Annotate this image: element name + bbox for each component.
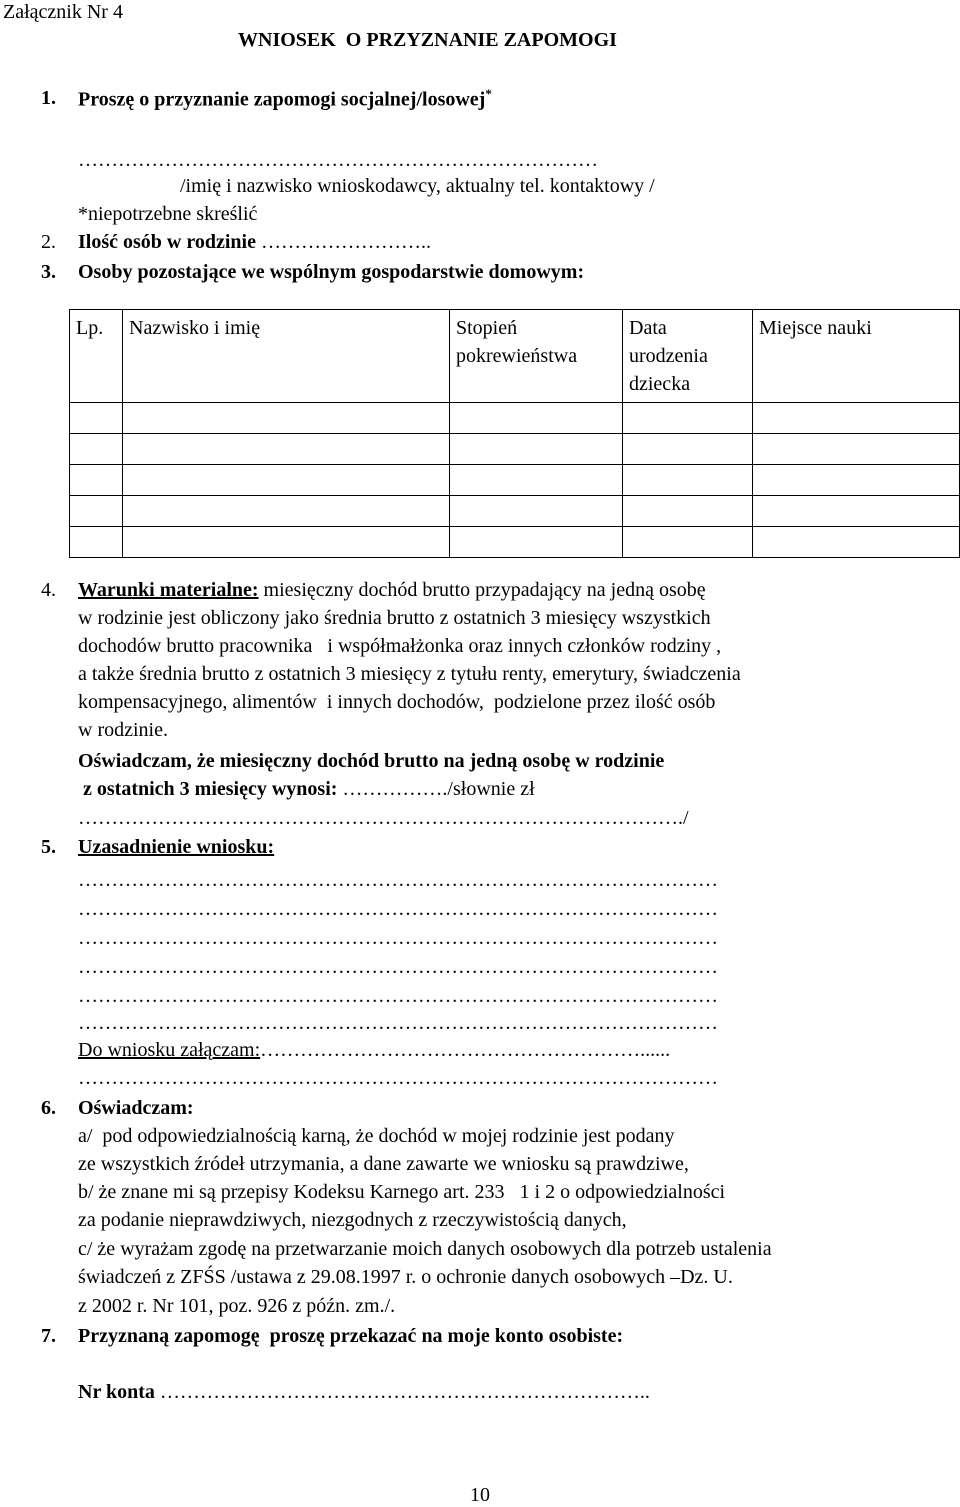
section-6-number: 6. [41,1097,56,1119]
statement-line: z 2002 r. Nr 101, poz. 926 z późn. zm./. [78,1295,396,1317]
table-cell[interactable] [450,403,623,434]
table-cell[interactable] [450,434,623,465]
col-header-school: Miejsce nauki [753,310,960,403]
table-cell[interactable] [450,527,623,558]
table-cell[interactable] [623,527,753,558]
col-header-lp: Lp. [70,310,123,403]
section-3-text: Osoby pozostające we wspólnym gospodarstwie domowym: [78,261,585,283]
justification-line[interactable]: …………………………………………………………………………………… [78,927,718,949]
attachments-field-line[interactable]: …………………………………………………………………………………… [78,1067,718,1089]
account-number-field[interactable]: ……………………………………………………………….. [154,1381,650,1403]
table-cell[interactable] [123,434,450,465]
statement-line: świadczeń z ZFŚS /ustawa z 29.08.1997 r. o ochronie danych osobowych –Dz. U. [78,1266,733,1288]
table-cell[interactable] [70,527,123,558]
section-2-number: 2. [41,231,56,253]
section-1-text: Proszę o przyznanie zapomogi socjalnej/losowej* [78,86,492,111]
table-row [70,434,960,465]
justification-line[interactable]: …………………………………………………………………………………… [78,869,718,891]
section-5-number: 5. [41,836,56,858]
section-4-line-1: Warunki materialne: miesięczny dochód brutto przypadający na jedną osobę [78,579,706,601]
table-cell[interactable] [123,465,450,496]
table-cell[interactable] [623,434,753,465]
table-cell[interactable] [753,403,960,434]
section-3-number: 3. [41,261,56,283]
section-4-line-4: a także średnia brutto z ostatnich 3 miesięcy z tytułu renty, emerytury, świadczenia [78,663,741,685]
statement-line: c/ że wyrażam zgodę na przetwarzanie moich danych osobowych dla potrzeb ustalenia [78,1238,772,1260]
section-4-line-6: w rodzinie. [78,719,168,741]
table-cell[interactable] [450,496,623,527]
table-cell[interactable] [70,496,123,527]
col-header-relation: Stopień pokrewieństwa [450,310,623,403]
section-4-line-2: w rodzinie jest obliczony jako średnia brutto z ostatnich 3 miesięcy wszystkich [78,607,711,629]
table-row [70,527,960,558]
section-7-number: 7. [41,1325,56,1347]
justification-line[interactable]: …………………………………………………………………………………… [78,1012,718,1034]
applicant-name-field[interactable]: …………………………………………………………………… [78,149,598,171]
table-row [70,465,960,496]
section-5-heading: Uzasadnienie wniosku: [78,836,275,858]
income-declaration-line-2: z ostatnich 3 miesięcy wynosi: ……………./słownie zł [78,778,535,800]
household-table [69,309,960,558]
justification-line[interactable]: …………………………………………………………………………………… [78,898,718,920]
justification-line[interactable]: …………………………………………………………………………………… [78,956,718,978]
statement-line: za podanie nieprawdziwych, niezgodnych z rzeczywistością danych, [78,1209,627,1231]
household-size-field[interactable]: …………………….. [260,231,431,253]
section-6-heading: Oświadczam: [78,1097,194,1119]
income-declaration: Oświadczam, że miesięczny dochód brutto na jedną osobę w rodzinie [78,750,665,772]
statement-line: a/ pod odpowiedzialnością karną, że dochód w mojej rodzinie jest podany [78,1125,675,1147]
account-label: Nr konta [78,1381,155,1403]
page-number: 10 [470,1484,490,1506]
table-cell[interactable] [123,527,450,558]
table-cell[interactable] [70,434,123,465]
table-cell[interactable] [123,496,450,527]
table-cell[interactable] [623,403,753,434]
section-7-text: Przyznaną zapomogę proszę przekazać na moje konto osobiste: [78,1325,624,1347]
section-4-number: 4. [41,579,56,601]
applicant-field-hint: /imię i nazwisko wnioskodawcy, aktualny tel. kontaktowy / [180,175,655,197]
col-header-birthdate: Data urodzenia dziecka [623,310,753,403]
statement-line: ze wszystkich źródeł utrzymania, a dane zawarte we wniosku są prawdziwe, [78,1153,689,1175]
statement-line: b/ że znane mi są przepisy Kodeksu Karnego art. 233 1 i 2 o odpowiedzialności [78,1181,726,1203]
document-title: WNIOSEK O PRZYZNANIE ZAPOMOGI [238,29,617,51]
table-row [70,496,960,527]
table-cell[interactable] [123,403,450,434]
table-cell[interactable] [753,465,960,496]
asterisk-mark: * [485,86,492,101]
section-2-text: Ilość osób w rodzinie …………………….. [78,231,431,253]
table-row [70,403,960,434]
table-cell[interactable] [623,496,753,527]
justification-line[interactable]: …………………………………………………………………………………… [78,985,718,1007]
attachments-field[interactable]: …………………………………………………...... [260,1039,671,1061]
table-cell[interactable] [70,403,123,434]
annex-label: Załącznik Nr 4 [3,1,123,23]
table-cell[interactable] [450,465,623,496]
attachments-label: Do wniosku załączam: [78,1039,261,1061]
section-1-number: 1. [41,87,56,109]
income-amount-field[interactable]: ……………. [337,778,448,800]
col-header-name: Nazwisko i imię [123,310,450,403]
section-4-line-5: kompensacyjnego, alimentów i innych dochodów, podzielone przez ilość osób [78,691,716,713]
account-line [78,1380,650,1404]
table-cell[interactable] [753,527,960,558]
income-words-field[interactable]: ………………………………………………………………………………./ [78,807,689,829]
table-cell[interactable] [753,434,960,465]
table-cell[interactable] [753,496,960,527]
table-cell[interactable] [623,465,753,496]
table-cell[interactable] [70,465,123,496]
attachments-line [78,1038,670,1062]
strike-note: *niepotrzebne skreślić [78,203,258,225]
table-header-row [70,310,960,403]
section-4-line-3: dochodów brutto pracownika i współmałżonka oraz innych członków rodziny , [78,635,722,657]
section-4-heading: Warunki materialne: [78,579,259,601]
